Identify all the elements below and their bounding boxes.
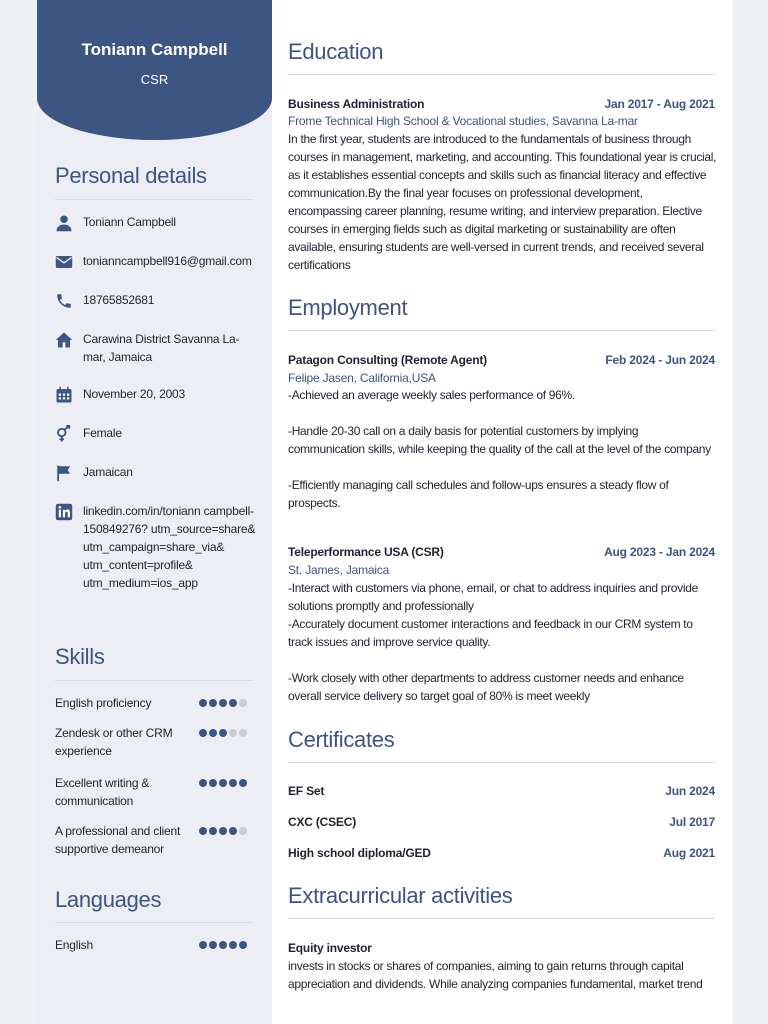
rating-dot-empty <box>239 729 247 737</box>
employment-entry-header <box>288 352 715 368</box>
rated-item <box>55 936 255 954</box>
rating-dot-empty <box>239 827 247 835</box>
divider <box>55 922 253 923</box>
certificate-name: EF Set <box>288 784 325 798</box>
flag-icon <box>55 464 73 482</box>
divider <box>288 762 715 763</box>
phone-icon <box>55 292 73 310</box>
divider <box>288 74 715 75</box>
employment-description: -Interact with customers via phone, email, or chat to address inquiries and provide solutions promptly and professionally -Accurately document customer interactions and feedback in our CRM system to track issues and improve service quality. -Work closely with other departments to address customer needs and enhance overall service delivery so target goal of 80% is meet weekly <box>288 581 698 703</box>
rating-dots <box>199 779 247 787</box>
rated-item <box>55 724 255 760</box>
sidebar <box>37 0 272 1024</box>
rating-dot-filled <box>209 779 217 787</box>
employment-entry-header <box>288 544 715 560</box>
rating-dots <box>199 699 247 707</box>
home-icon <box>55 331 73 349</box>
rating-dot-filled <box>229 827 237 835</box>
personal-name: Toniann Campbell <box>83 215 176 229</box>
rating-dots <box>199 729 247 737</box>
rating-dot-filled <box>219 941 227 949</box>
rated-item-name: Excellent writing & communication <box>55 776 150 808</box>
rated-item-name: English <box>55 938 93 952</box>
rated-item <box>55 694 255 712</box>
rating-dot-filled <box>219 779 227 787</box>
certificate-row <box>288 814 715 830</box>
rating-dot-filled <box>199 699 207 707</box>
certificate-name: CXC (CSEC) <box>288 815 357 829</box>
certificates-heading: Certificates <box>288 727 395 752</box>
education-entry-header <box>288 96 715 112</box>
rating-dot-filled <box>209 699 217 707</box>
rating-dot-filled <box>209 941 217 949</box>
rating-dots <box>199 827 247 835</box>
divider <box>55 680 253 681</box>
education-school: Frome Technical High School & Vocational studies, Savanna La-mar <box>288 114 638 128</box>
rating-dot-filled <box>199 827 207 835</box>
rated-item <box>55 774 255 810</box>
rating-dot-filled <box>199 779 207 787</box>
rating-dot-filled <box>229 941 237 949</box>
employment-location: St. James, Jamaica <box>288 563 390 577</box>
rating-dot-empty <box>239 699 247 707</box>
rating-dot-empty <box>229 729 237 737</box>
profile-role: CSR <box>140 72 169 87</box>
rating-dot-filled <box>239 941 247 949</box>
rating-dot-filled <box>219 827 227 835</box>
activity-name: Equity investor <box>288 941 372 955</box>
rating-dot-filled <box>199 729 207 737</box>
personal-birthdate: November 20, 2003 <box>83 387 185 401</box>
rated-item-name: English proficiency <box>55 696 152 710</box>
gender-icon <box>55 425 73 443</box>
personal-details-heading: Personal details <box>55 163 207 188</box>
user-icon <box>55 214 73 232</box>
education-heading: Education <box>288 39 384 64</box>
linkedin-icon <box>55 503 73 521</box>
skills-heading: Skills <box>55 644 105 669</box>
education-dates: Jan 2017 - Aug 2021 <box>604 97 715 111</box>
activity-header <box>288 940 715 956</box>
personal-phone[interactable]: 18765852681 <box>83 293 155 307</box>
divider <box>288 918 715 919</box>
education-degree: Business Administration <box>288 97 425 111</box>
certificate-date: Aug 2021 <box>663 846 715 860</box>
employment-position: Teleperformance USA (CSR) <box>288 545 444 559</box>
employment-heading: Employment <box>288 295 408 320</box>
education-description: In the first year, students are introduced to the fundamentals of business through courses in management, marketing, and accounting. This foundational year is crucial, as it establishes essential concepts and skills such as financial literacy and effective communication.By the final year focuses on professional development, encompassing career planning, resume writing, and interview preparation. Elective courses in emerging fields such as digital marketing or sustainability are often available, ensuring students are well-versed in current trends, and received several certifications <box>288 132 717 272</box>
rating-dot-filled <box>209 827 217 835</box>
certificate-row <box>288 845 715 861</box>
certificate-name: High school diploma/GED <box>288 846 431 860</box>
employment-position: Patagon Consulting (Remote Agent) <box>288 353 487 367</box>
rating-dot-filled <box>219 729 227 737</box>
rating-dot-filled <box>209 729 217 737</box>
employment-location: Felipe Jasen, California,USA <box>288 371 436 385</box>
rating-dots <box>199 941 247 949</box>
employment-dates: Aug 2023 - Jan 2024 <box>604 545 715 559</box>
personal-linkedin[interactable]: linkedin.com/in/toniann campbell-150849276? utm_source=share& utm_campaign=share_via& utm_content=profile& utm_medium=ios_app <box>83 504 256 590</box>
rated-item-name: Zendesk or other CRM experience <box>55 726 173 758</box>
certificate-date: Jul 2017 <box>669 815 715 829</box>
certificate-row <box>288 783 715 799</box>
profile-name: Toniann Campbell <box>81 40 228 59</box>
rating-dot-filled <box>229 699 237 707</box>
rating-dot-filled <box>229 779 237 787</box>
extracurricular-heading: Extracurricular activities <box>288 883 513 908</box>
divider <box>288 330 715 331</box>
calendar-icon <box>55 386 73 404</box>
activity-description: invests in stocks or shares of companies, aiming to gain returns through capital appreciation and dividends. While analyzing companies fundamental, market trend <box>288 959 703 991</box>
rating-dot-filled <box>239 779 247 787</box>
personal-gender: Female <box>83 426 122 440</box>
personal-email[interactable]: toniann​campbell916@gmail.com <box>83 254 252 268</box>
profile-header <box>37 0 272 140</box>
languages-heading: Languages <box>55 887 162 912</box>
employment-dates: Feb 2024 - Jun 2024 <box>605 353 715 367</box>
rating-dot-filled <box>199 941 207 949</box>
rating-dot-filled <box>219 699 227 707</box>
rated-item <box>55 822 255 858</box>
employment-description: -Achieved an average weekly sales performance of 96%. -Handle 20-30 call on a daily basis for potential customers by implying communication skills, while keeping the quality of the call at the level of the company -Efficiently managing call schedules and follow-ups ensures a steady flow of prospects. <box>288 388 711 510</box>
envelope-icon <box>55 253 73 271</box>
certificate-date: Jun 2024 <box>665 784 715 798</box>
divider <box>55 199 253 200</box>
personal-address: Carawina District Savanna La-mar, Jamaica <box>83 332 240 364</box>
personal-nationality: Jamaican <box>83 465 133 479</box>
rated-item-name: A professional and client supportive demeanor <box>55 824 181 856</box>
